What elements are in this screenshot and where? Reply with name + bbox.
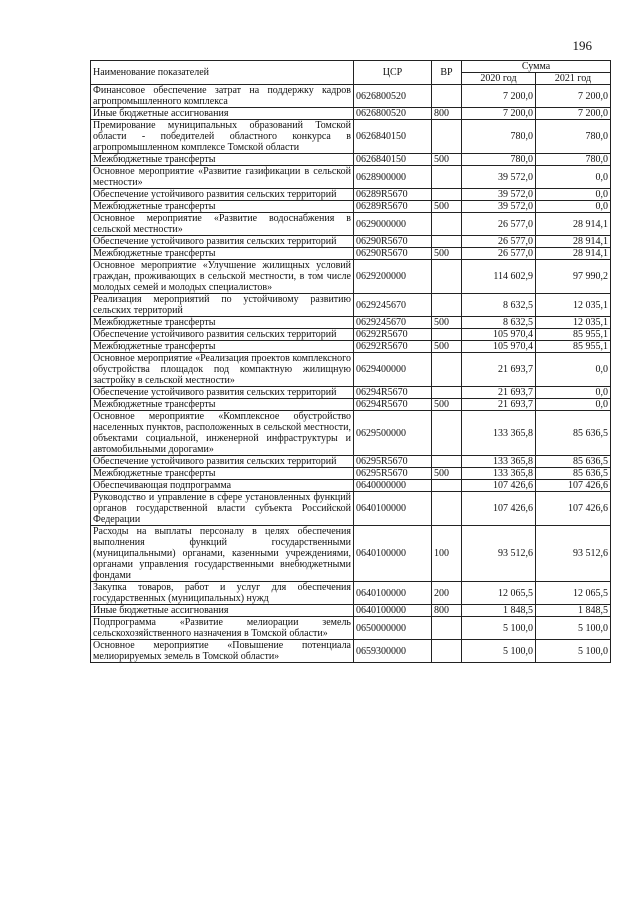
table-row bbox=[91, 201, 611, 213]
table-row bbox=[91, 341, 611, 353]
row-name: Межбюджетные трансферты bbox=[91, 248, 354, 260]
row-csr: 0629000000 bbox=[354, 213, 432, 236]
row-vr bbox=[432, 480, 462, 492]
row-value-2021: 97 990,2 bbox=[536, 260, 611, 294]
row-name: Иные бюджетные ассигнования bbox=[91, 605, 354, 617]
row-name: Обеспечение устойчивого развития сельских территорий bbox=[91, 236, 354, 248]
row-value-2020: 7 200,0 bbox=[462, 85, 536, 108]
row-csr: 0626840150 bbox=[354, 120, 432, 154]
row-vr: 500 bbox=[432, 468, 462, 480]
row-csr: 06289R5670 bbox=[354, 201, 432, 213]
row-vr bbox=[432, 166, 462, 189]
row-name: Основное мероприятие «Улучшение жилищных условий граждан, проживающих в сельской местности, в том числе молодых семей и молодых специалистов» bbox=[91, 260, 354, 294]
row-name: Межбюджетные трансферты bbox=[91, 201, 354, 213]
row-vr bbox=[432, 260, 462, 294]
row-vr: 100 bbox=[432, 526, 462, 582]
row-value-2020: 780,0 bbox=[462, 120, 536, 154]
row-vr bbox=[432, 236, 462, 248]
table-row bbox=[91, 248, 611, 260]
row-value-2020: 7 200,0 bbox=[462, 108, 536, 120]
row-name: Руководство и управление в сфере установленных функций органов государственной власти субъекта Российской Федерации bbox=[91, 492, 354, 526]
row-value-2020: 133 365,8 bbox=[462, 456, 536, 468]
row-value-2020: 39 572,0 bbox=[462, 189, 536, 201]
row-value-2021: 12 035,1 bbox=[536, 294, 611, 317]
row-vr: 500 bbox=[432, 399, 462, 411]
row-value-2021: 1 848,5 bbox=[536, 605, 611, 617]
row-vr bbox=[432, 411, 462, 456]
row-value-2020: 21 693,7 bbox=[462, 353, 536, 387]
table-row bbox=[91, 154, 611, 166]
row-value-2020: 107 426,6 bbox=[462, 492, 536, 526]
row-csr: 0629200000 bbox=[354, 260, 432, 294]
row-value-2021: 780,0 bbox=[536, 120, 611, 154]
row-vr bbox=[432, 492, 462, 526]
row-value-2021: 12 035,1 bbox=[536, 317, 611, 329]
row-value-2020: 8 632,5 bbox=[462, 317, 536, 329]
row-csr: 0628900000 bbox=[354, 166, 432, 189]
row-value-2021: 0,0 bbox=[536, 189, 611, 201]
row-value-2020: 105 970,4 bbox=[462, 329, 536, 341]
row-vr: 800 bbox=[432, 605, 462, 617]
header-vr: ВР bbox=[432, 61, 462, 85]
row-vr bbox=[432, 353, 462, 387]
row-csr: 06295R5670 bbox=[354, 468, 432, 480]
row-csr: 0650000000 bbox=[354, 617, 432, 640]
row-name: Реализация мероприятий по устойчивому развитию сельских территорий bbox=[91, 294, 354, 317]
row-vr bbox=[432, 329, 462, 341]
header-csr: ЦСР bbox=[354, 61, 432, 85]
row-name: Основное мероприятие «Комплексное обустройство населенных пунктов, расположенных в сельской местности, объектами социальной, инженерной инфраструктуры и автомобильными дорогами» bbox=[91, 411, 354, 456]
header-sum: Сумма bbox=[462, 61, 611, 73]
row-value-2021: 12 065,5 bbox=[536, 582, 611, 605]
row-value-2021: 0,0 bbox=[536, 166, 611, 189]
row-csr: 06290R5670 bbox=[354, 248, 432, 260]
row-csr: 0626840150 bbox=[354, 154, 432, 166]
row-value-2020: 5 100,0 bbox=[462, 640, 536, 663]
row-vr bbox=[432, 640, 462, 663]
row-value-2021: 0,0 bbox=[536, 201, 611, 213]
row-vr: 500 bbox=[432, 317, 462, 329]
row-name: Премирование муниципальных образований Томской области - победителей областного конкурса в агропромышленном комплексе Томской области bbox=[91, 120, 354, 154]
row-name: Обеспечение устойчивого развития сельских территорий bbox=[91, 189, 354, 201]
table-row bbox=[91, 411, 611, 456]
row-vr bbox=[432, 387, 462, 399]
row-value-2020: 105 970,4 bbox=[462, 341, 536, 353]
table-row bbox=[91, 582, 611, 605]
table-row bbox=[91, 526, 611, 582]
table-row bbox=[91, 166, 611, 189]
row-value-2020: 93 512,6 bbox=[462, 526, 536, 582]
row-name: Закупка товаров, работ и услуг для обеспечения государственных (муниципальных) нужд bbox=[91, 582, 354, 605]
table-row bbox=[91, 492, 611, 526]
row-vr: 500 bbox=[432, 248, 462, 260]
row-value-2021: 0,0 bbox=[536, 353, 611, 387]
row-csr: 06290R5670 bbox=[354, 236, 432, 248]
row-value-2020: 133 365,8 bbox=[462, 468, 536, 480]
table-row bbox=[91, 317, 611, 329]
row-name: Межбюджетные трансферты bbox=[91, 399, 354, 411]
row-value-2021: 780,0 bbox=[536, 154, 611, 166]
row-vr bbox=[432, 85, 462, 108]
row-vr: 500 bbox=[432, 201, 462, 213]
row-vr bbox=[432, 294, 462, 317]
row-csr: 0640100000 bbox=[354, 605, 432, 617]
row-value-2020: 12 065,5 bbox=[462, 582, 536, 605]
row-value-2020: 5 100,0 bbox=[462, 617, 536, 640]
row-vr: 500 bbox=[432, 154, 462, 166]
row-value-2020: 780,0 bbox=[462, 154, 536, 166]
table-row bbox=[91, 353, 611, 387]
row-csr: 0629400000 bbox=[354, 353, 432, 387]
row-name: Подпрограмма «Развитие мелиорации земель сельскохозяйственного назначения в Томской области» bbox=[91, 617, 354, 640]
row-vr bbox=[432, 189, 462, 201]
row-value-2021: 28 914,1 bbox=[536, 213, 611, 236]
row-name: Расходы на выплаты персоналу в целях обеспечения выполнения функций государственными (муниципальными) органами, казенными учреждениями, органами управления государственными внебюджетными фондами bbox=[91, 526, 354, 582]
table-row bbox=[91, 108, 611, 120]
row-vr bbox=[432, 213, 462, 236]
table-row bbox=[91, 480, 611, 492]
row-name: Межбюджетные трансферты bbox=[91, 468, 354, 480]
row-csr: 06295R5670 bbox=[354, 456, 432, 468]
row-value-2020: 107 426,6 bbox=[462, 480, 536, 492]
row-name: Основное мероприятие «Развитие газификации в сельской местности» bbox=[91, 166, 354, 189]
row-value-2021: 85 636,5 bbox=[536, 411, 611, 456]
table-row bbox=[91, 260, 611, 294]
table-row bbox=[91, 640, 611, 663]
row-value-2021: 107 426,6 bbox=[536, 480, 611, 492]
header-2021: 2021 год bbox=[536, 73, 611, 85]
row-value-2020: 26 577,0 bbox=[462, 248, 536, 260]
row-csr: 06292R5670 bbox=[354, 329, 432, 341]
row-name: Межбюджетные трансферты bbox=[91, 341, 354, 353]
table-row bbox=[91, 605, 611, 617]
row-csr: 06292R5670 bbox=[354, 341, 432, 353]
row-csr: 0640100000 bbox=[354, 492, 432, 526]
row-value-2021: 107 426,6 bbox=[536, 492, 611, 526]
row-value-2021: 5 100,0 bbox=[536, 640, 611, 663]
row-value-2021: 85 636,5 bbox=[536, 456, 611, 468]
row-name: Основное мероприятие «Повышение потенциала мелиорируемых земель в Томской области» bbox=[91, 640, 354, 663]
row-value-2021: 7 200,0 bbox=[536, 108, 611, 120]
row-value-2021: 28 914,1 bbox=[536, 248, 611, 260]
row-value-2021: 85 955,1 bbox=[536, 329, 611, 341]
budget-table bbox=[90, 60, 611, 663]
row-csr: 0629245670 bbox=[354, 317, 432, 329]
row-name: Финансовое обеспечение затрат на поддержку кадров агропромышленного комплекса bbox=[91, 85, 354, 108]
header-2020: 2020 год bbox=[462, 73, 536, 85]
row-vr bbox=[432, 456, 462, 468]
header-name: Наименование показателей bbox=[91, 61, 354, 85]
row-value-2021: 93 512,6 bbox=[536, 526, 611, 582]
row-value-2021: 28 914,1 bbox=[536, 236, 611, 248]
row-name: Обеспечение устойчивого развития сельских территорий bbox=[91, 387, 354, 399]
row-csr: 0640100000 bbox=[354, 526, 432, 582]
table-row bbox=[91, 189, 611, 201]
row-csr: 06289R5670 bbox=[354, 189, 432, 201]
table-row bbox=[91, 294, 611, 317]
row-name: Обеспечение устойчивого развития сельских территорий bbox=[91, 329, 354, 341]
row-name: Обеспечение устойчивого развития сельских территорий bbox=[91, 456, 354, 468]
table-row bbox=[91, 329, 611, 341]
row-vr: 800 bbox=[432, 108, 462, 120]
row-value-2021: 85 636,5 bbox=[536, 468, 611, 480]
row-name: Межбюджетные трансферты bbox=[91, 154, 354, 166]
row-value-2020: 26 577,0 bbox=[462, 236, 536, 248]
row-value-2020: 21 693,7 bbox=[462, 387, 536, 399]
table-row bbox=[91, 85, 611, 108]
row-value-2021: 85 955,1 bbox=[536, 341, 611, 353]
row-csr: 0629500000 bbox=[354, 411, 432, 456]
row-vr bbox=[432, 120, 462, 154]
row-csr: 0659300000 bbox=[354, 640, 432, 663]
table-row bbox=[91, 213, 611, 236]
row-value-2021: 5 100,0 bbox=[536, 617, 611, 640]
row-value-2020: 26 577,0 bbox=[462, 213, 536, 236]
row-value-2020: 114 602,9 bbox=[462, 260, 536, 294]
row-value-2020: 1 848,5 bbox=[462, 605, 536, 617]
table-row bbox=[91, 120, 611, 154]
row-value-2020: 39 572,0 bbox=[462, 201, 536, 213]
row-name: Основное мероприятие «Реализация проектов комплексного обустройства площадок под компактную жилищную застройку в сельской местности» bbox=[91, 353, 354, 387]
row-csr: 06294R5670 bbox=[354, 387, 432, 399]
table-row bbox=[91, 468, 611, 480]
row-value-2020: 39 572,0 bbox=[462, 166, 536, 189]
row-csr: 0640000000 bbox=[354, 480, 432, 492]
table-row bbox=[91, 456, 611, 468]
row-value-2021: 0,0 bbox=[536, 387, 611, 399]
row-value-2021: 0,0 bbox=[536, 399, 611, 411]
row-csr: 0629245670 bbox=[354, 294, 432, 317]
row-vr: 200 bbox=[432, 582, 462, 605]
table-row bbox=[91, 387, 611, 399]
table-row bbox=[91, 399, 611, 411]
row-value-2021: 7 200,0 bbox=[536, 85, 611, 108]
row-csr: 0626800520 bbox=[354, 108, 432, 120]
row-name: Межбюджетные трансферты bbox=[91, 317, 354, 329]
row-name: Основное мероприятие «Развитие водоснабжения в сельской местности» bbox=[91, 213, 354, 236]
row-name: Иные бюджетные ассигнования bbox=[91, 108, 354, 120]
row-value-2020: 21 693,7 bbox=[462, 399, 536, 411]
page-number: 196 bbox=[572, 38, 592, 53]
row-value-2020: 8 632,5 bbox=[462, 294, 536, 317]
row-vr bbox=[432, 617, 462, 640]
row-csr: 0626800520 bbox=[354, 85, 432, 108]
row-name: Обеспечивающая подпрограмма bbox=[91, 480, 354, 492]
row-csr: 0640100000 bbox=[354, 582, 432, 605]
table-row bbox=[91, 236, 611, 248]
table-row bbox=[91, 617, 611, 640]
row-csr: 06294R5670 bbox=[354, 399, 432, 411]
row-value-2020: 133 365,8 bbox=[462, 411, 536, 456]
row-vr: 500 bbox=[432, 341, 462, 353]
